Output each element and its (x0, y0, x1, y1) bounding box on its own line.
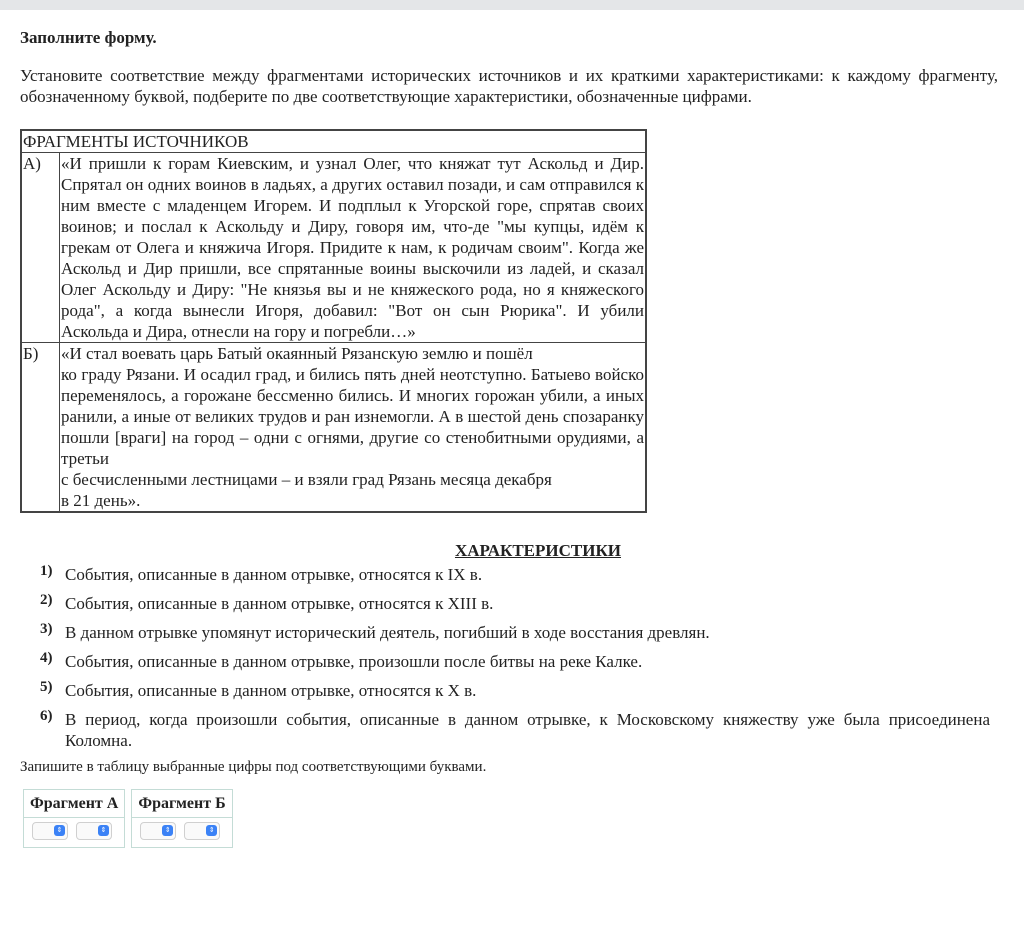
characteristic-number: 4) (40, 650, 53, 666)
select-b-1[interactable] (140, 822, 176, 840)
characteristic-text: В данном отрывке упомянут исторический деятель, погибший в ходе восстания древлян. (65, 623, 710, 642)
answer-column-a (23, 789, 125, 848)
fragment-b-line-3: с бесчисленными лестницами – и взяли град Рязань месяца декабря (61, 470, 552, 489)
select-b-2[interactable] (184, 822, 220, 840)
fragment-b-line-2: ко граду Рязани. И осадил град, и бились пять дней неотступно. Батыево войско переменялось, а горожане бессменно бились. И многих горожан убили, а иных ранили, а иные от великих трудов и ран изнемогли. А в шестой день спозаранку пошли [враги] на город – одни с огнями, другие со стенобитными орудиями, а третьи (61, 365, 644, 468)
characteristic-text: События, описанные в данном отрывке, относятся к IX в. (65, 565, 483, 584)
characteristic-item (20, 564, 998, 585)
select-a-2[interactable] (76, 822, 112, 840)
characteristic-item (20, 622, 998, 643)
form-heading: Заполните форму. (20, 28, 157, 47)
characteristic-number: 6) (40, 708, 53, 724)
fragment-text-b (60, 343, 647, 513)
characteristic-number: 3) (40, 621, 53, 637)
answer-header-a: Фрагмент А (24, 790, 124, 818)
answer-column-b (131, 789, 232, 848)
fragment-b-line-1: «И стал воевать царь Батый окаянный Рязанскую землю и пошёл (61, 344, 533, 363)
fragment-letter-a: А) (21, 153, 60, 343)
characteristic-item (20, 593, 998, 614)
form-content (20, 28, 998, 848)
characteristic-number: 1) (40, 563, 53, 579)
fragment-row-a (21, 153, 646, 343)
characteristic-item (20, 651, 998, 672)
characteristic-text: События, описанные в данном отрывке, относятся к XIII в. (65, 594, 494, 613)
task-instruction: Установите соответствие между фрагментами исторических источников и их краткими характеристиками: к каждому фрагменту, обозначенному буквой, подберите по две соответствующие характеристики, обозначенные цифрами. (20, 66, 998, 106)
select-arrows-icon: ⇕ (98, 825, 109, 836)
characteristic-item (20, 680, 998, 701)
characteristics-title: ХАРАКТЕРИСТИКИ (454, 541, 622, 560)
characteristic-item (20, 709, 998, 751)
select-arrows-icon: ⇕ (54, 825, 65, 836)
write-note: Запишите в таблицу выбранные цифры под соответствующими буквами. (20, 759, 487, 775)
select-arrows-icon: ⇕ (206, 825, 217, 836)
sources-header: ФРАГМЕНТЫ ИСТОЧНИКОВ (21, 130, 646, 153)
sources-table (20, 129, 647, 513)
characteristic-number: 5) (40, 679, 53, 695)
fragment-row-b (21, 343, 646, 513)
characteristics-list (20, 564, 998, 751)
characteristic-text: События, описанные в данном отрывке, относятся к X в. (65, 681, 477, 700)
fragment-text-a: «И пришли к горам Киевским, и узнал Олег, что княжат тут Аскольд и Дир. Спрятал он одних воинов в ладьях, а других оставил позади, и сам отправился к ним вместе с младенцем Игорем. И подплыл к Угорской горе, спрятав своих воинов; и послал к Аскольду и Диру, говоря им, что-де "мы купцы, идём к грекам от Олега и княжича Игоря. Придите к нам, к родичам своим". Когда же Аскольд и Дир пришли, все спрятанные воины выскочили из ладей, и сказал Олег Аскольду и Диру: "Не князья вы и не княжеского рода, но я княжеского рода", а когда вынесли Игоря, добавил: "Вот он сын Рюрика". И убили Аскольда и Дира, отнесли на гору и погребли…» (61, 154, 644, 341)
select-a-1[interactable] (32, 822, 68, 840)
answer-header-b: Фрагмент Б (132, 790, 231, 818)
fragment-b-line-4: в 21 день». (61, 491, 141, 510)
characteristic-text: В период, когда произошли события, описанные в данном отрывке, к Московскому княжеству уже была присоединена Коломна. (65, 710, 990, 750)
fragment-letter-b: Б) (21, 343, 60, 513)
answer-table (23, 789, 233, 848)
characteristic-number: 2) (40, 592, 53, 608)
select-arrows-icon: ⇕ (162, 825, 173, 836)
top-bar (0, 0, 1024, 10)
characteristic-text: События, описанные в данном отрывке, произошли после битвы на реке Калке. (65, 652, 643, 671)
